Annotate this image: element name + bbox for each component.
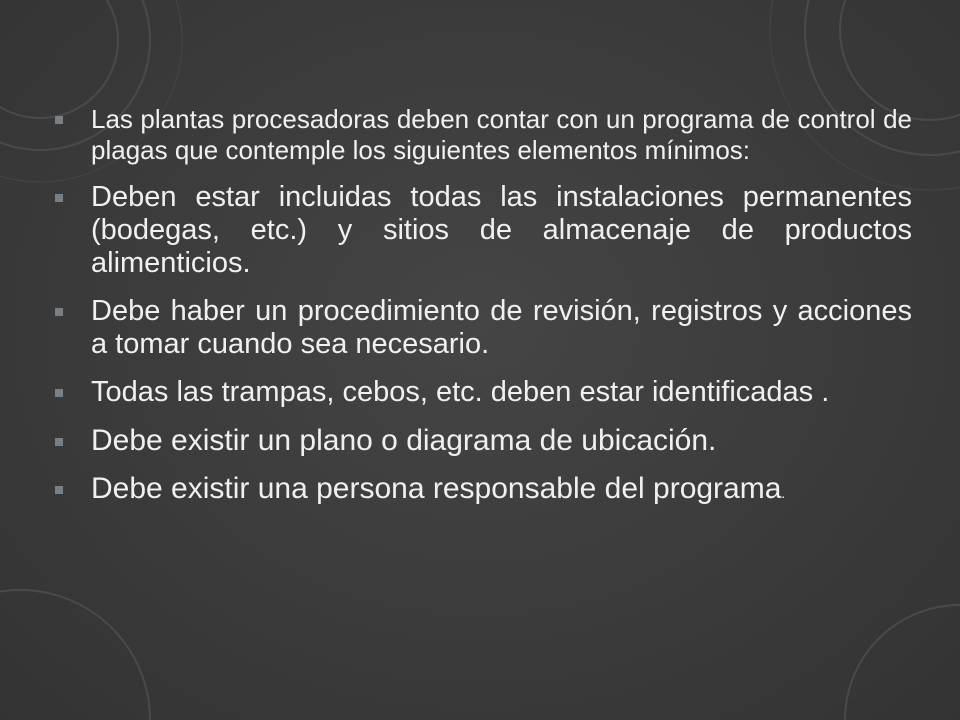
bullet-item-3 — [55, 295, 912, 361]
bullet-item-1 — [55, 104, 912, 166]
bullet-text-1: Las plantas procesadoras deben contar con un programa de control de plagas que contemple los siguientes elementos mínimos: — [91, 104, 912, 165]
bullet-text-3: Debe haber un procedimiento de revisión, registros y acciones a tomar cuando sea necesario. — [91, 295, 912, 360]
square-bullet-icon — [55, 194, 63, 202]
decor-ring-bottom-left — [0, 590, 150, 720]
bullet-item-6 — [55, 472, 912, 510]
bullet-text-6: Debe existir una persona responsable del programa — [91, 472, 782, 505]
bullet-item-2 — [55, 181, 912, 280]
decor-ring-bottom-right — [845, 605, 960, 720]
bullet-text-4: Todas las trampas, cebos, etc. deben estar identificadas . — [91, 376, 830, 408]
square-bullet-icon — [55, 486, 63, 494]
decor-ring-top-left-inner — [0, 0, 118, 118]
bullet-text-2: Deben estar incluidas todas las instalaciones permanentes (bodegas, etc.) y sitios de almacenaje de productos alimenticios. — [91, 181, 912, 279]
bullet-text-6-period: . — [781, 485, 786, 501]
square-bullet-icon — [55, 116, 63, 124]
square-bullet-icon — [55, 438, 63, 446]
bullet-list — [55, 104, 912, 525]
decor-ring-top-right-inner — [840, 0, 960, 120]
square-bullet-icon — [55, 389, 63, 397]
bullet-item-4 — [55, 376, 912, 409]
bullet-text-5: Debe existir un plano o diagrama de ubicación. — [91, 424, 717, 457]
square-bullet-icon — [55, 308, 63, 316]
bullet-item-5 — [55, 424, 912, 457]
